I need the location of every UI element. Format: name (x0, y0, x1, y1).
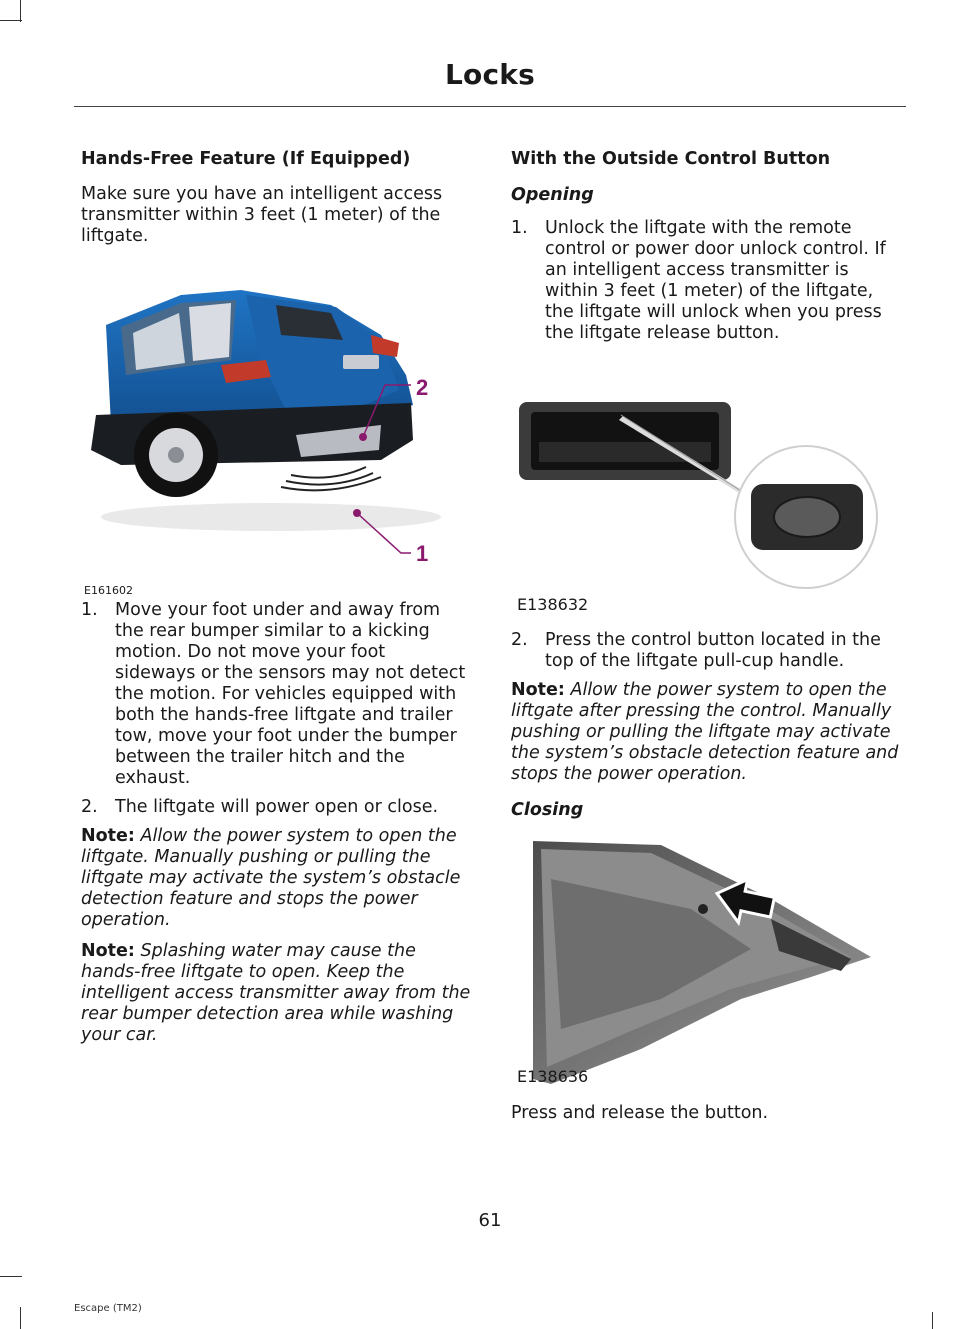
page-number: 61 (478, 1210, 502, 1231)
list-number: 2. (511, 630, 528, 650)
note-text: Allow the power system to open the liftgate. Manually pushing or pulling the liftgate may activate the system’s obstacle detection feature and stops the power operation. (81, 826, 461, 930)
figure-code: E161602 (84, 584, 133, 597)
list-text: Press the control button located in the top of the liftgate pull-cup handle. (545, 630, 881, 671)
figure-liftgate-closing (511, 833, 903, 1093)
note (511, 680, 903, 785)
note-text: Allow the power system to open the liftgate after pressing the control. Manually pushing or pulling the liftgate may activate the system’s obstacle detection feature and stops the power operation. (511, 680, 899, 784)
list-item (81, 600, 471, 789)
section-heading-hands-free: Hands-Free Feature (If Equipped) (81, 149, 411, 169)
crop-mark (20, 1307, 21, 1329)
vehicle-rear-illustration (81, 265, 471, 595)
closing-instruction: Press and release the button. (511, 1103, 769, 1123)
list-item (511, 630, 903, 672)
list-text: The liftgate will power open or close. (115, 797, 439, 817)
crop-mark (0, 20, 22, 21)
pull-cup-handle-illustration (511, 382, 903, 622)
left-column (81, 148, 471, 1054)
figure-handle-button (511, 352, 903, 624)
section-heading-outside-button: With the Outside Control Button (511, 149, 831, 169)
note-label: Note: (81, 941, 135, 961)
list-item (511, 218, 903, 344)
page-title: Locks (445, 58, 535, 91)
liftgate-interior-illustration (511, 839, 903, 1089)
note (81, 826, 471, 931)
list-number: 1. (81, 600, 98, 620)
list-text: Move your foot under and away from the rear bumper similar to a kicking motion. Do not move your foot sideways or the sensors may not detect the motion. For vehicles equipped with both the hands-free liftgate and trailer tow, move your foot under the bumper between the trailer hitch and the exhaust. (115, 600, 466, 788)
note-label: Note: (511, 680, 565, 700)
callout-1-label: 1 (416, 541, 429, 566)
figure-code: E138636 (517, 1067, 589, 1086)
figure-hands-free (81, 255, 471, 600)
subheading-closing: Closing (511, 800, 584, 820)
subheading-opening: Opening (511, 185, 594, 205)
note-text: Splashing water may cause the hands-free liftgate to open. Keep the intelligent access transmitter away from the rear bumper detection area while washing your car. (81, 941, 471, 1045)
list-number: 1. (511, 218, 528, 238)
footer-model: Escape (TM2) (74, 1303, 142, 1314)
header-divider (74, 106, 906, 107)
list-text: Unlock the liftgate with the remote control or power door unlock control. If an intelligent access transmitter is within 3 feet (1 meter) of the liftgate, the liftgate will unlock when you press the liftgate release button. (545, 218, 886, 343)
hands-free-intro: Make sure you have an intelligent access transmitter within 3 feet (1 meter) of the liftgate. (81, 184, 443, 246)
callout-2-label: 2 (416, 375, 429, 400)
list-item (81, 797, 471, 818)
figure-code: E138632 (517, 595, 589, 614)
crop-mark (932, 1312, 933, 1329)
note-label: Note: (81, 826, 135, 846)
crop-mark (20, 0, 21, 22)
list-number: 2. (81, 797, 98, 817)
note (81, 941, 471, 1046)
right-column (511, 148, 903, 1132)
crop-mark (0, 1276, 22, 1277)
